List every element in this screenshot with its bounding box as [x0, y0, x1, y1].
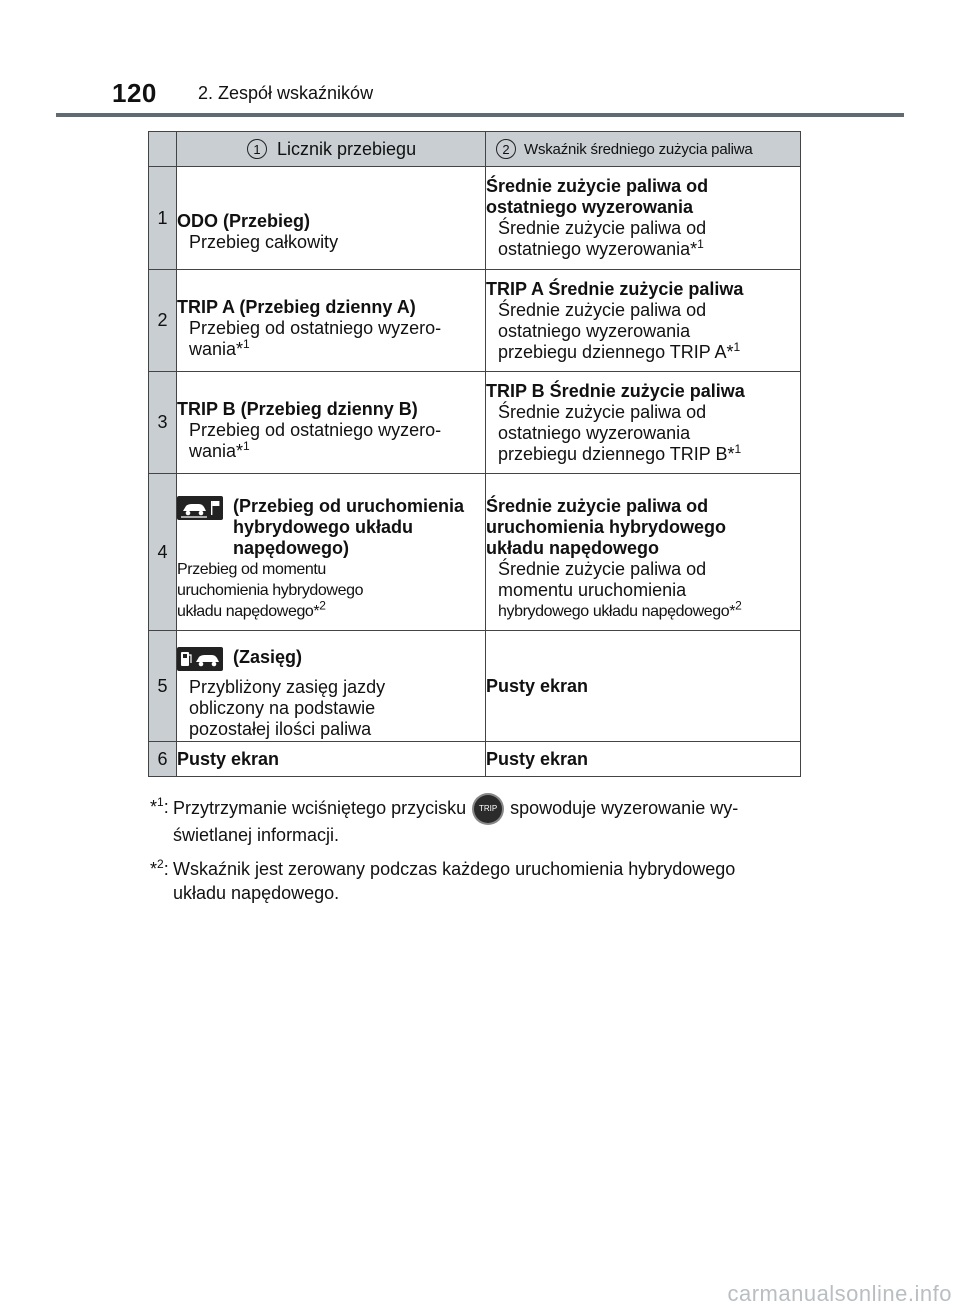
page-number: 120 — [112, 78, 157, 108]
row4-right-title-2: uruchomienia hybrydowego — [486, 517, 727, 537]
row4-left-title-1: (Przebieg od uruchomienia — [233, 496, 465, 516]
row2-right-desc-2: ostatniego wyzerowania — [498, 320, 691, 341]
row3-right-desc-2: ostatniego wyzerowania — [498, 422, 691, 443]
row2-left-desc-1: Przebieg od ostatniego wyzero- — [189, 318, 442, 338]
table-row — [149, 270, 801, 372]
page-header — [0, 0, 960, 120]
row1-left-desc: Przebieg całkowity — [189, 232, 339, 252]
row2-left-title: TRIP A (Przebieg dzienny A) — [177, 297, 416, 317]
row3-left-desc-1: Przebieg od ostatniego wyzero- — [189, 420, 442, 440]
row4-left-desc-1: Przebieg od momentu — [177, 561, 326, 578]
row-number: 6 — [149, 742, 177, 777]
footnote-1 — [150, 795, 802, 847]
row5-left — [177, 631, 486, 742]
row6-left-text: Pusty ekran — [177, 748, 280, 769]
watermark: carmanualsonline.info — [727, 1281, 952, 1306]
row3-right — [486, 372, 801, 474]
circle-number-1: 1 — [247, 139, 267, 159]
row5-left-title: (Zasięg) — [233, 646, 303, 667]
header-odometer-label: Licznik przebiegu — [277, 138, 417, 159]
row2-left-desc-2: wania*$^1$ — [189, 337, 250, 359]
footnote-2-mark: *$^2$: — [150, 857, 169, 879]
footnote-2-line-1: Wskaźnik jest zerowany podczas każdego uruchomienia hybrydowego — [173, 859, 736, 879]
fuel-pump-car-range-icon — [177, 647, 223, 671]
table-row — [149, 474, 801, 631]
header-fuel-label: Wskaźnik średniego zużycia paliwa — [524, 140, 753, 158]
table-row — [149, 742, 801, 777]
row3-left — [177, 372, 486, 474]
row1-left — [177, 167, 486, 270]
row1-left-title: ODO (Przebieg) — [177, 211, 311, 231]
header-fuel-consumption — [486, 132, 801, 167]
row3-left-title: TRIP B (Przebieg dzienny B) — [177, 399, 418, 419]
car-odometer-flag-icon — [177, 496, 223, 520]
row4-right-desc-1: Średnie zużycie paliwa od — [498, 559, 707, 579]
row4-right-desc-2: momentu uruchomienia — [498, 580, 687, 600]
row-number: 5 — [149, 631, 177, 742]
table-row — [149, 631, 801, 742]
row4-left-desc-3: układu napędowego*$^2$ — [177, 598, 326, 620]
header-empty-cell — [149, 132, 177, 167]
row3-right-desc-3: przebiegu dziennego TRIP B*$^1$ — [498, 441, 742, 464]
footnote-1-mark: *$^1$: — [150, 795, 169, 817]
table-row — [149, 167, 801, 270]
row2-right-desc-1: Średnie zużycie paliwa od — [498, 299, 707, 320]
row6-left — [177, 742, 486, 777]
table-row — [149, 372, 801, 474]
row3-right-title: TRIP B Średnie zużycie paliwa — [486, 380, 745, 401]
row2-right-desc-3: przebiegu dziennego TRIP A*$^1$ — [498, 339, 741, 362]
row4-right-title-1: Średnie zużycie paliwa od — [486, 496, 709, 516]
row-number: 1 — [149, 167, 177, 270]
footnote-1-line-2: świetlanej informacji. — [173, 825, 340, 845]
row5-left-desc-2: obliczony na podstawie — [189, 697, 376, 718]
row5-right-text: Pusty ekran — [486, 675, 589, 696]
row5-left-desc-3: pozostałej ilości paliwa — [189, 718, 372, 739]
row-number: 2 — [149, 270, 177, 372]
circle-number-2: 2 — [496, 139, 516, 159]
row3-right-desc-1: Średnie zużycie paliwa od — [498, 401, 707, 422]
row-number: 3 — [149, 372, 177, 474]
row1-right-title-1: Średnie zużycie paliwa od — [486, 176, 709, 196]
footnote-2 — [150, 857, 802, 905]
row4-right — [486, 474, 801, 631]
footnotes — [150, 795, 802, 915]
row1-right-desc-2: ostatniego wyzerowania*$^1$ — [498, 237, 704, 259]
row5-left-desc-1: Przybliżony zasięg jazdy — [189, 676, 386, 697]
row4-left — [177, 474, 486, 631]
row4-right-desc-3: hybrydowego układu napędowego*$^2$ — [498, 598, 742, 620]
footnote-1-line-1: Przytrzymanie wciśniętego przycisku TRIP spowoduje wyzerowanie wy- — [173, 795, 738, 823]
header-divider — [56, 113, 904, 117]
row6-right-text: Pusty ekran — [486, 748, 589, 769]
row5-right — [486, 631, 801, 742]
header-odometer — [177, 132, 486, 167]
row4-left-desc-2: uruchomienia hybrydowego — [177, 582, 364, 599]
footnote-2-line-2: układu napędowego. — [173, 883, 340, 903]
row2-right-title: TRIP A Średnie zużycie paliwa — [486, 278, 744, 299]
row4-left-title-3: napędowego) — [233, 538, 349, 558]
table-header-row — [149, 132, 801, 167]
row1-right-title-2: ostatniego wyzerowania — [486, 197, 694, 217]
row1-right-desc-1: Średnie zużycie paliwa od — [498, 218, 707, 238]
row2-left — [177, 270, 486, 372]
row1-right — [486, 167, 801, 270]
row-number: 4 — [149, 474, 177, 631]
meter-info-table — [148, 131, 801, 777]
section-title: 2. Zespół wskaźników — [198, 83, 374, 103]
row4-left-title-2: hybrydowego układu — [233, 517, 414, 537]
trip-button-icon: TRIP — [474, 795, 502, 823]
row4-right-title-3: układu napędowego — [486, 538, 660, 558]
row3-left-desc-2: wania*$^1$ — [189, 439, 250, 461]
row2-right — [486, 270, 801, 372]
row6-right — [486, 742, 801, 777]
